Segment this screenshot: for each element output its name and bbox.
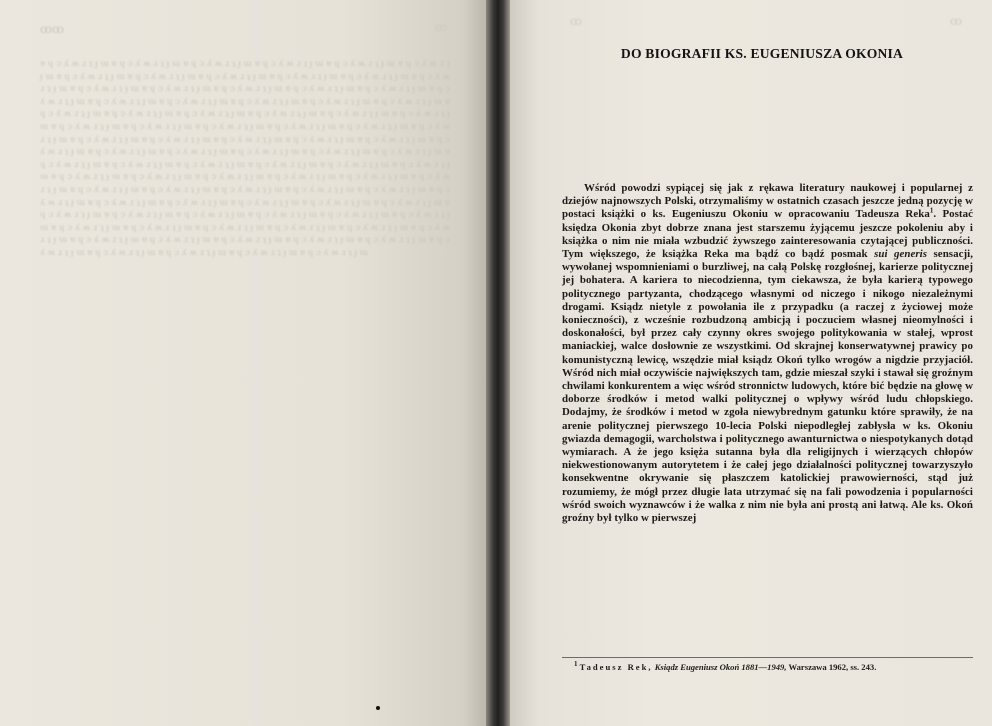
left-page-ghost-number: ꝏꝏ	[40, 22, 64, 36]
paper-speck	[376, 706, 380, 710]
article-title: DO BIOGRAFII KS. EUGENIUSZA OKONIA	[620, 46, 904, 61]
right-page-ghost-mark-right: ꝏ	[950, 14, 962, 28]
footnote-author: Tadeusz Rek,	[579, 662, 653, 672]
right-page-ghost-mark-left: ꝏ	[570, 14, 582, 28]
bleedthrough-text: ɐ ɥ ɔ ʎ ʍ ɹ ʇ ɟ ɯ ɐ ɥ ɔ ʎ ʍ ɹ ʇ ɟ ɯ ɐ ɥ ɔ ʎ ʍ ɹ ʇ ɟ ɯ ɐ ɥ ɔ ʎ ʍ ɹ ʇ ɟ ɯ ɐ ɥ ɔ ʎ ʍ ɹ ʇ ɟ ɯ ɐ ɥ ɔ ʎ ʍ ɹ ʇ ɟ ɯ ɐ ɥ ɔ ʎ ʍ ɹ ʇ ɟ ɯ ɐ ɥ ɔ ʎ ʍ ɹ ʇ ɟ ɯ ɐ ɥ ɔ ʎ ʍ ɹ ʇ ɟ ɯ ɐ ɥ ɔ ʎ ʍ ɹ ʇ ɟ ɯ ɐ ɥ ɔ ʎ ʍ ɹ ʇ ɟ ɯ ɐ ɥ ɔ ʎ ʍ ɹ ʇ ɟ ɯ ɐ ɥ ɔ ʎ ʍ ɹ ʇ ɟ ɯ ɐ ɥ ɔ ʎ ʍ ɹ ʇ ɟ ɯ ɐ ɥ ɔ ʎ ʍ ɹ ʇ ɟ ɯ ɐ ɥ ɔ ʎ ʍ ɹ ʇ ɟ ɯ ɐ ɥ ɔ ʎ ʍ ɹ ʇ ɟ ɯ ɐ ɥ ɔ ʎ ʍ ɹ ʇ ɟ ɯ ɐ ɥ ɔ ʎ ʍ ɹ ʇ ɟ ɯ ɐ ɥ ɔ ʎ ʍ ɹ ʇ ɟ ɯ ɐ ɥ ɔ ʎ ʍ ɹ ʇ ɟ ɯ ɐ ɥ ɔ ʎ ʍ ɹ ʇ ɟ ɯ ɐ ɥ ɔ ʎ ʍ ɹ ʇ ɟ ɯ ɐ ɥ ɔ ʎ ʍ ɹ ʇ ɟ ɯ ɐ ɥ ɔ ʎ ʍ ɹ ʇ ɟ ɯ ɐ ɥ ɔ ʎ ʍ ɹ ʇ ɟ ɯ ɐ ɥ ɔ ʎ ʍ ɹ ʇ ɟ ɯ ɐ ɥ ɔ ʎ ʍ ɹ ʇ ɟ ɯ ɐ ɥ ɔ ʎ ʍ ɹ ʇ ɟ ɯ ɐ ɥ ɔ ʎ ʍ ɹ ʇ ɟ ɯ ɐ ɥ ɔ ʎ ʍ ɹ ʇ ɟ ɯ ɐ ɥ ɔ ʎ ʍ ɹ ʇ ɟ ɯ ɐ ɥ ɔ ʎ ʍ ɹ ʇ ɟ ɯ ɐ ɥ ɔ ʎ ʍ ɹ ʇ ɟ ɯ ɐ ɥ ɔ ʎ ʍ ɹ ʇ ɟ ɯ ɐ ɥ ɔ ʎ ʍ ɹ ʇ ɟ ɯ ɐ ɥ ɔ ʎ ʍ ɹ ʇ ɟ ɯ ɐ ɥ ɔ ʎ ʍ ɹ ʇ ɟ ɯ ɐ ɥ ɔ ʎ ʍ ɹ ʇ ɟ ɯ ɐ ɥ ɔ ʎ ʍ ɹ ʇ ɟ ɯ ɐ ɥ ɔ ʎ ʍ ɹ ʇ ɟ ɯ ɐ ɥ ɔ ʎ ʍ ɹ ʇ ɟ ɯ ɐ ɥ ɔ ʎ ʍ ɹ ʇ ɟ ɯ ɐ ɥ ɔ ʎ ʍ ɹ ʇ ɟ ɯ ɐ ɥ ɔ ʎ ʍ ɹ ʇ ɟ ɯ ɐ ɥ ɔ ʎ ʍ ɹ ʇ ɟ ɯ ɐ ɥ ɔ ʎ ʍ ɹ ʇ ɟ ɯ ɐ ɥ ɔ ʎ ʍ ɹ ʇ ɟ ɯ ɐ ɥ ɔ ʎ ʍ ɹ ʇ ɟ ɯ ɐ ɥ ɔ ʎ ʍ ɹ ʇ ɟ ɯ ɐ ɥ ɔ ʎ ʍ ɹ ʇ ɟ ɯ ɐ ɥ ɔ ʎ ʍ ɹ ʇ ɟ ɯ ɐ ɥ ɔ ʎ ʍ ɹ ʇ ɟ ɯ ɐ ɥ ɔ ʎ ʍ ɹ ʇ ɟ ɯ ɐ ɥ ɔ ʎ ʍ ɹ ʇ ɟ ɯ ɐ ɥ ɔ ʎ ʍ ɹ ʇ ɟ ɯ ɐ ɥ ɔ ʎ ʍ ɹ ʇ ɟ ɯ ɐ ɥ ɔ ʎ ʍ ɹ ʇ ɟ ɯ ɐ ɥ ɔ ʎ ʍ ɹ ʇ ɟ ɯ ɐ ɥ ɔ ʎ ʍ ɹ ʇ ɟ ɯ ɐ ɥ ɔ ʎ ʍ ɹ ʇ ɟ ɯ ɐ ɥ ɔ ʎ ʍ ɹ ʇ ɟ ɯ ɐ ɥ ɔ ʎ ʍ ɹ ʇ ɟ ɯ ɐ ɥ ɔ ʎ ʍ ɹ ʇ ɟ ɯ ɐ ɥ ɔ ʎ ʍ ɹ ʇ ɟ ɯ ɐ ɥ ɔ ʎ ʍ ɹ ʇ ɟ ɯ ɐ ɥ ɔ ʎ ʍ ɹ ʇ ɟ ɯ ɐ ɥ ɔ ʎ ʍ ɹ ʇ ɟ ɯ ɐ ɥ ɔ ʎ ʍ ɹ ʇ ɟ ɯ ɐ ɥ ɔ ʎ ʍ ɹ ʇ ɟ ɯ ɐ ɥ ɔ ʎ ʍ ɹ ʇ ɟ ɯ ɐ ɥ ɔ ʎ ʍ ɹ ʇ ɟ ɯ ɐ ɥ ɔ ʎ ʍ ɹ ʇ ɟ ɯ ɐ ɥ ɔ ʎ ʍ ɹ ʇ ɟ ɯ ɐ ɥ ɔ ʎ ʍ ɹ ʇ ɟ ɯ ɐ ɥ ɔ ʎ ʍ ɹ ʇ ɟ ɯ ɐ ɥ ɔ ʎ ʍ ɹ ʇ ɟ ɯ ɐ ɥ ɔ ʎ ʍ ɹ ʇ ɟ ɯ ɐ ɥ ɔ ʎ ʍ ɹ ʇ ɟ ɯ ɐ ɥ ɔ ʎ ʍ ɹ ʇ ɟ ɯ ɐ ɥ ɔ ʎ ʍ ɹ ʇ ɟ ɯ ɐ ɥ ɔ ʎ ʍ ɹ ʇ ɟ ɯ ɐ ɥ ɔ ʎ ʍ ɹ ʇ ɟ ɯ ɐ ɥ ɔ ʎ ʍ ɹ ʇ ɟ ɯ ɐ ɥ ɔ ʎ ʍ ɹ ʇ ɟ ɯ ɐ ɥ ɔ ʎ ʍ ɹ ʇ ɟ ɯ ɐ ɥ ɔ ʎ ʍ ɹ ʇ ɟ ɯ ɐ ɥ ɔ ʎ ʍ ɹ ʇ ɟ ɯ ɐ ɥ ɔ ʎ ʍ ɹ ʇ ɟ ɯ ɐ ɥ ɔ ʎ ʍ ɹ ʇ ɟ ɯ ɐ ɥ ɔ ʎ ʍ ɹ ʇ ɟ ɯ	[40, 59, 450, 258]
left-page-bleedthrough	[0, 0, 488, 726]
article-body	[562, 182, 973, 525]
footnote-details: Warszawa 1962, ss. 243.	[788, 662, 877, 672]
footnote-number: 1	[574, 660, 578, 669]
body-text-part-3: sensacji, wywołanej wspomnieniami o burzliwej, na całą Polskę rozgłośnej, karierze politycznej jej bohatera. A kariera to niecodzienna, tym ciekawsza, że była karierą typowego politycznego partyzanta, chodzącego własnymi od niczego i nikogo niezależnymi drogami. Ksiądz nietyle z powołania ile z przypadku (a raczej z życiowej może konieczności), z wcześnie rozbudzoną ambicją i poczuciem własnej nieomylności i doskonałości, był przez cały czynny okres swojego politykowania w stałej, wprost maniackiej, walce dosłownie ze wszystkimi. Od skrajnej konserwatywnej prawicy po komunistyczną lewicę, wszędzie miał ksiądz Okoń tylko wrogów a nigdzie przyjaciół. Wśród nich miał oczywiście największych tam, gdzie mieszał szyki i stawał się groźnym chwilami konkurentem a więc wśród stronnictw ludowych, które bić będzie na głowę w doborze środków i metod walki politycznej o wpływy wśród ludu chłopskiego. Dodajmy, że środków i metod w zgoła niewybrednym gatunku które sprawiły, że na arenie politycznej pierwszego 10-lecia Polski niepodległej zabłysła w ks. Okoniu gwiazda demagogii, warcholstwa i politycznego awanturnictwa o niespotykanych dotąd wymiarach. A że jego księża sutanna była dla religijnych i wierzących chłopów niekwestionowanym autorytetem i że całej jego działalności politycznej towarzyszyło konsekwentne okrywanie się płaszczem katolickiej prawowierności, stąd już rozumiemy, że mógł przez długie lata utrzymać się na fali powodzenia i popularności wśród swoich wyznawców i że walka z nim nie była ani prostą ani łatwą. Ale ks. Okoń groźny był tylko w pierwszej	[562, 248, 973, 525]
body-text-part-2: . Postać księdza Okonia zbyt dobrze znana jest starszemu żyjącemu jeszcze pokoleniu aby i książka o nim nie miała wzbudzić żywszego zainteresowania czytającej publiczności. Tym większego, że książka Reka ma bądź co bądź posmak	[562, 208, 973, 261]
left-page-ghost-mark: ꝏ	[435, 20, 447, 34]
footnote	[562, 662, 973, 674]
footnote-book-title: Ksiądz Eugeniusz Okoń 1881—1949,	[654, 662, 787, 672]
footnote-divider	[562, 657, 973, 658]
body-text-part-1: Wśród powodzi sypiącej się jak z rękawa literatury naukowej i popularnej z dziejów najnowszych Polski, otrzymaliśmy w ostatnich czasach jeszcze jedną pozycję w postaci książki o ks. Eugeniuszu Okoniu w opracowaniu Tadeusza Reka	[562, 182, 973, 221]
footnote-reference: 1	[929, 206, 934, 215]
book-gutter	[486, 0, 510, 726]
body-text-italic: sui generis	[874, 248, 928, 261]
right-page	[510, 0, 992, 726]
